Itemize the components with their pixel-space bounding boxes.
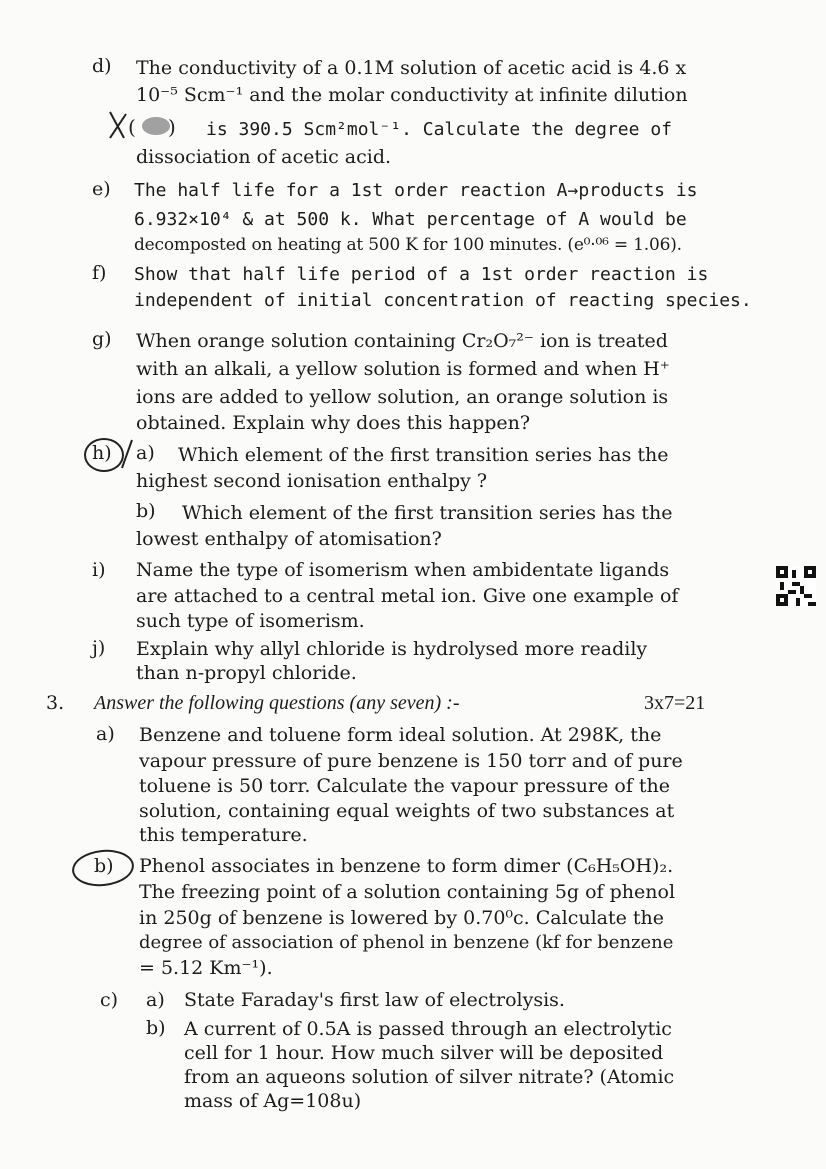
section-3-a-line5: this temperature. — [139, 824, 308, 846]
question-h-a-line1: Which element of the first transition series has the — [178, 444, 669, 466]
question-i-line2: are attached to a central metal ion. Give one example of — [136, 585, 679, 607]
section-3-b-line2: The freezing point of a solution containing 5g of phenol — [139, 881, 676, 903]
handwritten-scribble-icon — [104, 108, 194, 146]
question-j-line1: Explain why allyl chloride is hydrolysed more readily — [136, 638, 648, 660]
section-3-a-line2: vapour pressure of pure benzene is 150 torr and of pure — [139, 750, 683, 772]
section-3-a-label: a) — [96, 723, 115, 745]
section-3-a-line1: Benzene and toluene form ideal solution. At 298K, the — [139, 724, 662, 746]
section-3-b-label: b) — [94, 855, 114, 877]
question-d-line3: is 390.5 Scm²mol⁻¹. Calculate the degree of — [206, 119, 672, 140]
question-g-line4: obtained. Explain why does this happen? — [136, 412, 531, 434]
question-g-line3: ions are added to yellow solution, an orange solution is — [136, 386, 669, 408]
question-d-line4: dissociation of acetic acid. — [136, 146, 392, 168]
question-i-label: i) — [92, 559, 106, 581]
question-h-b-line2: lowest enthalpy of atomisation? — [136, 528, 442, 550]
question-j-line2: than n-propyl chloride. — [136, 662, 357, 684]
section-3-c-b-line1: A current of 0.5A is passed through an electrolytic — [184, 1018, 672, 1040]
section-3-b-line5: = 5.12 Km⁻¹). — [139, 957, 273, 979]
question-f-line2: independent of initial concentration of reacting species. — [134, 290, 752, 311]
question-d-line1: The conductivity of a 0.1M solution of acetic acid is 4.6 x — [136, 57, 687, 79]
qr-code-icon — [776, 566, 816, 606]
section-3-number: 3. — [46, 692, 65, 714]
section-3-marks: 3x7=21 — [644, 692, 706, 714]
question-h-a-label: a) — [136, 442, 155, 464]
section-3-c-a-line1: State Faraday's first law of electrolysis. — [184, 989, 565, 1011]
question-g-line2: with an alkali, a yellow solution is formed and when H⁺ — [136, 358, 670, 380]
section-3-c-b-label: b) — [146, 1017, 166, 1039]
section-3-c-label: c) — [100, 989, 119, 1011]
question-e-line3: decomposted on heating at 500 K for 100 minutes. (e⁰·⁰⁶ = 1.06). — [134, 235, 682, 255]
question-d-label: d) — [92, 55, 112, 77]
section-3-b-line3: in 250g of benzene is lowered by 0.70⁰c. Calculate the — [139, 907, 665, 929]
section-3-a-line4: solution, containing equal weights of two substances at — [139, 800, 675, 822]
section-3-b-line1: Phenol associates in benzene to form dimer (C₆H₅OH)₂. — [139, 855, 674, 877]
question-i-line3: such type of isomerism. — [136, 610, 365, 632]
handwritten-slash-icon — [120, 438, 134, 470]
section-3-c-b-line3: from an aqueons solution of silver nitrate? (Atomic — [184, 1066, 675, 1088]
question-e-label: e) — [92, 178, 111, 200]
section-3-c-b-line2: cell for 1 hour. How much silver will be deposited — [184, 1042, 664, 1064]
svg-text:): ) — [168, 115, 176, 139]
question-h-a-line2: highest second ionisation enthalpy ? — [136, 470, 488, 492]
question-e-line2: 6.932×10⁴ & at 500 k. What percentage of A would be — [134, 209, 687, 230]
section-3-c-a-label: a) — [146, 989, 165, 1011]
section-3-a-line3: toluene is 50 torr. Calculate the vapour pressure of the — [139, 775, 671, 797]
question-g-label: g) — [92, 328, 112, 350]
question-j-label: j) — [92, 637, 106, 659]
question-f-line1: Show that half life period of a 1st order reaction is — [134, 264, 709, 285]
question-g-line1: When orange solution containing Cr₂O₇²⁻ ion is treated — [136, 330, 668, 352]
section-3-c-b-line4: mass of Ag=108u) — [184, 1090, 362, 1112]
question-h-b-line1: Which element of the first transition series has the — [182, 502, 673, 524]
question-d-line2: 10⁻⁵ Scm⁻¹ and the molar conductivity at infinite dilution — [136, 84, 688, 106]
section-3-heading: Answer the following questions (any seven) :- — [94, 692, 460, 714]
question-f-label: f) — [92, 262, 107, 284]
question-h-label: h) — [92, 442, 112, 464]
section-3-b-line4: degree of association of phenol in benzene (kf for benzene — [139, 932, 674, 953]
question-e-line1: The half life for a 1st order reaction A→products is — [134, 180, 698, 201]
svg-text:(: ( — [128, 115, 136, 139]
question-h-b-label: b) — [136, 500, 156, 522]
question-i-line1: Name the type of isomerism when ambidentate ligands — [136, 559, 670, 581]
